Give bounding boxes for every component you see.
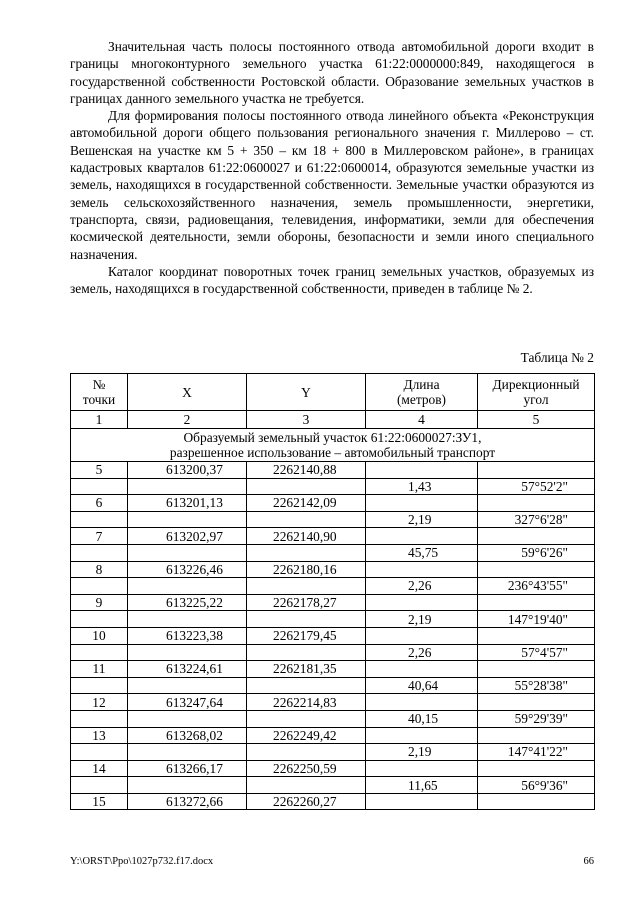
x-coordinate-cell: 613272,66 xyxy=(128,793,247,810)
length-cell: 11,65 xyxy=(366,777,478,794)
x-coordinate-cell: 613266,17 xyxy=(128,760,247,777)
point-number-cell: 10 xyxy=(71,627,128,644)
empty-cell xyxy=(71,544,128,561)
angle-cell: 59°29'39" xyxy=(478,710,595,727)
header-point-number: № точки xyxy=(71,374,128,411)
point-number-cell: 15 xyxy=(71,793,128,810)
length-cell: 2,19 xyxy=(366,744,478,761)
footer-file-path: Y:\ORST\Ppo\1027p732.f17.docx xyxy=(70,856,214,867)
empty-cell xyxy=(478,793,595,810)
empty-cell xyxy=(478,561,595,578)
point-row xyxy=(71,561,595,578)
empty-cell xyxy=(366,694,478,711)
empty-cell xyxy=(128,744,247,761)
angle-cell: 147°19'40" xyxy=(478,611,595,628)
angle-cell: 147°41'22" xyxy=(478,744,595,761)
empty-cell xyxy=(478,727,595,744)
length-cell: 2,26 xyxy=(366,644,478,661)
empty-cell xyxy=(366,661,478,678)
empty-cell xyxy=(128,644,247,661)
y-coordinate-cell: 2262140,90 xyxy=(247,528,366,545)
y-coordinate-cell: 2262249,42 xyxy=(247,727,366,744)
point-row xyxy=(71,627,595,644)
y-coordinate-cell: 2262142,09 xyxy=(247,495,366,512)
column-number: 5 xyxy=(478,411,595,429)
x-coordinate-cell: 613200,37 xyxy=(128,462,247,479)
point-number-cell: 7 xyxy=(71,528,128,545)
empty-cell xyxy=(247,578,366,595)
point-row xyxy=(71,793,595,810)
segment-row xyxy=(71,777,595,794)
empty-cell xyxy=(478,495,595,512)
x-coordinate-cell: 613223,38 xyxy=(128,627,247,644)
segment-row xyxy=(71,544,595,561)
empty-cell xyxy=(128,677,247,694)
angle-cell: 236°43'55" xyxy=(478,578,595,595)
header-y: Y xyxy=(247,374,366,411)
paragraph: Значительная часть полосы постоянного отвода автомобильной дороги входит в границы многоконтурного земельного участка 61:22:0000000:849, находящегося в государственной собственности Ростовской области. Образование земельных участков в границах данного земельного участка не требуется. xyxy=(70,39,594,106)
x-coordinate-cell: 613247,64 xyxy=(128,694,247,711)
point-row xyxy=(71,727,595,744)
empty-cell xyxy=(478,594,595,611)
point-row xyxy=(71,528,595,545)
empty-cell xyxy=(366,462,478,479)
empty-cell xyxy=(366,528,478,545)
empty-cell xyxy=(366,727,478,744)
header-length: Длина (метров) xyxy=(366,374,478,411)
empty-cell xyxy=(366,793,478,810)
column-number: 1 xyxy=(71,411,128,429)
paragraph: Для формирования полосы постоянного отвода линейного объекта «Реконструкция автомобильной дороги общего пользования регионального значения г. Миллерово – ст. Вешенская на участке км 5 + 350 – км 18 + 800 в Миллеровском районе», в границах кадастровых кварталов 61:22:0600027 и 61:22:0600014, образуются земельные участки из земель, находящихся в государственной собственности. Земельные участки образуются из земель сельскохозяйственного назначения, земель промышленности, энергетики, транспорта, связи, радиовещания, телевидения, информатики, земли для обеспечения космической деятельности, земли обороны, безопасности и земли иного специального назначения. xyxy=(70,108,594,262)
point-number-cell: 14 xyxy=(71,760,128,777)
coordinates-table xyxy=(70,373,595,810)
footer-page-number: 66 xyxy=(583,856,594,867)
empty-cell xyxy=(478,661,595,678)
y-coordinate-cell: 2262178,27 xyxy=(247,594,366,611)
point-number-cell: 13 xyxy=(71,727,128,744)
point-number-cell: 8 xyxy=(71,561,128,578)
point-row xyxy=(71,661,595,678)
point-number-cell: 5 xyxy=(71,462,128,479)
segment-row xyxy=(71,644,595,661)
point-row xyxy=(71,495,595,512)
empty-cell xyxy=(128,544,247,561)
angle-cell: 327°6'28" xyxy=(478,511,595,528)
length-cell: 2,19 xyxy=(366,511,478,528)
empty-cell xyxy=(128,478,247,495)
point-number-cell: 11 xyxy=(71,661,128,678)
empty-cell xyxy=(128,710,247,727)
column-number: 2 xyxy=(128,411,247,429)
angle-cell: 57°52'2" xyxy=(478,478,595,495)
empty-cell xyxy=(71,710,128,727)
point-row xyxy=(71,594,595,611)
segment-row xyxy=(71,744,595,761)
angle-cell: 56°9'36" xyxy=(478,777,595,794)
point-number-cell: 9 xyxy=(71,594,128,611)
table-header-row xyxy=(71,374,595,411)
x-coordinate-cell: 613224,61 xyxy=(128,661,247,678)
point-number-cell: 12 xyxy=(71,694,128,711)
angle-cell: 55°28'38" xyxy=(478,677,595,694)
empty-cell xyxy=(478,694,595,711)
empty-cell xyxy=(247,478,366,495)
parcel-title: Образуемый земельный участок 61:22:0600027:ЗУ1, разрешенное использование – автомобильный транспорт xyxy=(71,429,595,462)
y-coordinate-cell: 2262179,45 xyxy=(247,627,366,644)
point-row xyxy=(71,462,595,479)
length-cell: 1,43 xyxy=(366,478,478,495)
empty-cell xyxy=(478,627,595,644)
column-number-row xyxy=(71,411,595,429)
x-coordinate-cell: 613202,97 xyxy=(128,528,247,545)
empty-cell xyxy=(478,760,595,777)
empty-cell xyxy=(128,511,247,528)
y-coordinate-cell: 2262180,16 xyxy=(247,561,366,578)
header-angle: Дирекционный угол xyxy=(478,374,595,411)
angle-cell: 59°6'26" xyxy=(478,544,595,561)
empty-cell xyxy=(247,644,366,661)
segment-row xyxy=(71,710,595,727)
point-row xyxy=(71,694,595,711)
empty-cell xyxy=(71,478,128,495)
angle-cell: 57°4'57" xyxy=(478,644,595,661)
length-cell: 40,15 xyxy=(366,710,478,727)
x-coordinate-cell: 613226,46 xyxy=(128,561,247,578)
empty-cell xyxy=(247,511,366,528)
column-number: 3 xyxy=(247,411,366,429)
empty-cell xyxy=(366,594,478,611)
empty-cell xyxy=(128,611,247,628)
y-coordinate-cell: 2262260,27 xyxy=(247,793,366,810)
empty-cell xyxy=(478,462,595,479)
empty-cell xyxy=(71,611,128,628)
empty-cell xyxy=(71,744,128,761)
length-cell: 45,75 xyxy=(366,544,478,561)
point-row xyxy=(71,760,595,777)
empty-cell xyxy=(366,495,478,512)
empty-cell xyxy=(128,777,247,794)
empty-cell xyxy=(71,677,128,694)
header-x: X xyxy=(128,374,247,411)
x-coordinate-cell: 613201,13 xyxy=(128,495,247,512)
parcel-title-row xyxy=(71,429,595,462)
x-coordinate-cell: 613225,22 xyxy=(128,594,247,611)
empty-cell xyxy=(247,744,366,761)
empty-cell xyxy=(71,578,128,595)
empty-cell xyxy=(71,511,128,528)
empty-cell xyxy=(366,627,478,644)
empty-cell xyxy=(366,561,478,578)
segment-row xyxy=(71,478,595,495)
empty-cell xyxy=(247,611,366,628)
empty-cell xyxy=(247,677,366,694)
empty-cell xyxy=(71,644,128,661)
length-cell: 2,26 xyxy=(366,578,478,595)
length-cell: 40,64 xyxy=(366,677,478,694)
y-coordinate-cell: 2262214,83 xyxy=(247,694,366,711)
segment-row xyxy=(71,611,595,628)
empty-cell xyxy=(247,710,366,727)
empty-cell xyxy=(71,777,128,794)
column-number: 4 xyxy=(366,411,478,429)
empty-cell xyxy=(247,777,366,794)
y-coordinate-cell: 2262250,59 xyxy=(247,760,366,777)
length-cell: 2,19 xyxy=(366,611,478,628)
empty-cell xyxy=(366,760,478,777)
x-coordinate-cell: 613268,02 xyxy=(128,727,247,744)
segment-row xyxy=(71,677,595,694)
y-coordinate-cell: 2262181,35 xyxy=(247,661,366,678)
empty-cell xyxy=(128,578,247,595)
paragraph: Каталог координат поворотных точек границ земельных участков, образуемых из земель, находящихся в государственной собственности, приведен в таблице № 2. xyxy=(70,263,594,297)
body-text xyxy=(70,38,594,297)
segment-row xyxy=(71,511,595,528)
empty-cell xyxy=(247,544,366,561)
point-number-cell: 6 xyxy=(71,495,128,512)
empty-cell xyxy=(478,528,595,545)
segment-row xyxy=(71,578,595,595)
y-coordinate-cell: 2262140,88 xyxy=(247,462,366,479)
table-caption: Таблица № 2 xyxy=(520,350,594,365)
